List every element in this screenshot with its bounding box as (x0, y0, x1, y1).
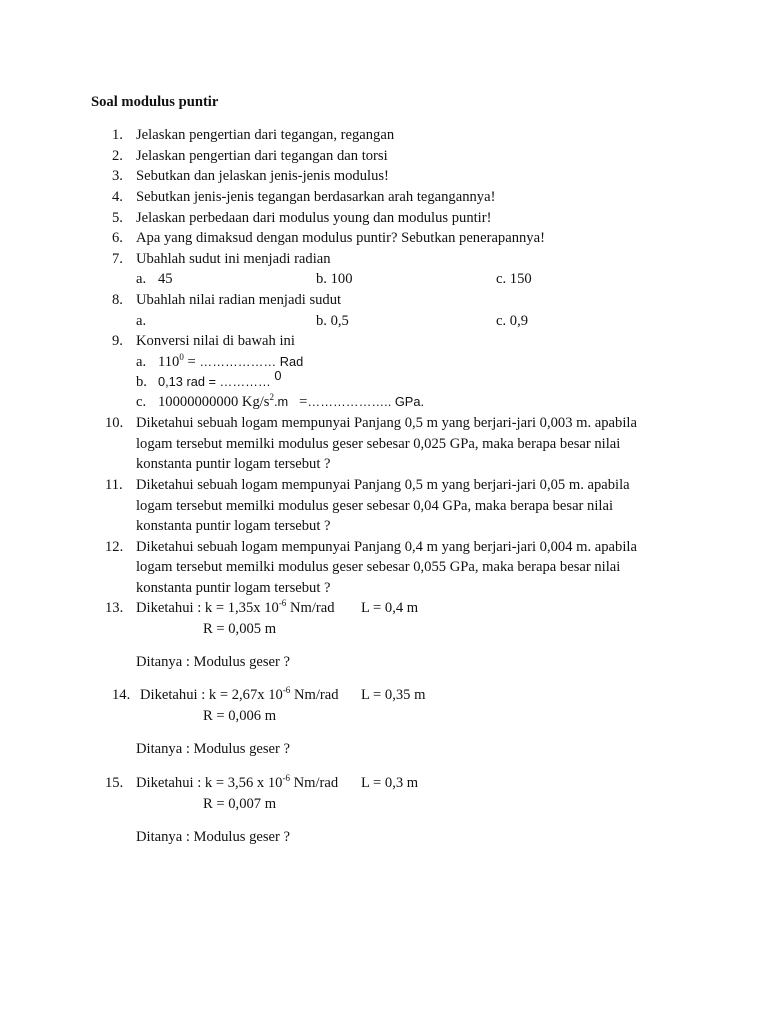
q12-line-3: konstanta puntir logam tersebut ? (136, 580, 331, 596)
q13-k-unit: Nm/rad (286, 600, 335, 616)
q12-line-2: logam tersebut memilki modulus geser sebesar 0,055 GPa, maka berapa besar nilai (136, 559, 621, 575)
q14-asked: Ditanya : Modulus geser ? (136, 741, 291, 757)
q10-number: 10. (105, 415, 124, 431)
q12-line-1: Diketahui sebuah logam mempunyai Panjang 0,4 m yang berjari-jari 0,004 m. apabila (136, 539, 637, 555)
q15-asked: Ditanya : Modulus geser ? (136, 829, 291, 845)
q15-known-R: R = 0,007 m (203, 796, 277, 812)
q10-line-1: Diketahui sebuah logam mempunyai Panjang 0,5 m yang berjari-jari 0,003 m. apabila (136, 415, 637, 431)
q2-text: Jelaskan pengertian dari tegangan dan torsi (136, 148, 388, 164)
q5-text: Jelaskan perbedaan dari modulus young dan modulus puntir! (136, 210, 492, 226)
q13-asked: Ditanya : Modulus geser ? (136, 654, 291, 670)
exponent-superscript: -6 (282, 685, 291, 695)
q13-number: 13. (105, 600, 124, 616)
q7-text: Ubahlah sudut ini menjadi radian (136, 251, 331, 267)
q7-option-b: b. 100 (316, 271, 353, 287)
q9-c-unit: .m (273, 394, 289, 409)
q9-c-value: 10000000000 Kg/s (158, 394, 270, 410)
q9-a-equals: = (183, 354, 200, 370)
degree-superscript: 0 (274, 368, 282, 383)
q10-line-3: konstanta puntir logam tersebut ? (136, 456, 331, 472)
q15-known-L: L = 0,3 m (361, 775, 419, 791)
q13-known-L: L = 0,4 m (361, 600, 419, 616)
q3-text: Sebutkan dan jelaskan jenis-jenis modulus! (136, 168, 389, 184)
q12-number: 12. (105, 539, 124, 555)
page-title: Soal modulus puntir (91, 94, 219, 110)
q11-line-2: logam tersebut memilki modulus geser sebesar 0,04 GPa, maka berapa besar nilai (136, 498, 613, 514)
q4-text: Sebutkan jenis-jenis tegangan berdasarkan arah tegangannya! (136, 189, 496, 205)
q9-b-blank: ………… (219, 374, 271, 389)
q11-number: 11. (105, 477, 123, 493)
q9-number: 9. (112, 333, 123, 349)
q1-number: 1. (112, 127, 123, 143)
q13-known-k (136, 599, 335, 617)
q13-known-R: R = 0,005 m (203, 621, 277, 637)
q5-number: 5. (112, 210, 123, 226)
q8-option-b: b. 0,5 (316, 313, 349, 329)
q7-option-a-label: a. (136, 271, 147, 287)
q14-known-R: R = 0,006 m (203, 708, 277, 724)
q9-a-blank: ……………… Rad (199, 354, 304, 369)
squared-superscript: 2 (269, 392, 274, 402)
q15-k-unit: Nm/rad (289, 775, 339, 791)
q9-option-b-label: b. (136, 374, 147, 390)
q4-number: 4. (112, 189, 123, 205)
q8-number: 8. (112, 292, 123, 308)
q14-known-k (140, 686, 339, 704)
q13-k-prefix: Diketahui : k = 1,35x 10 (136, 600, 279, 616)
exponent-superscript: -6 (278, 598, 287, 608)
q7-option-c: c. 150 (496, 271, 532, 287)
q7-option-a-value: 45 (158, 271, 173, 287)
q15-number: 15. (105, 775, 124, 791)
q9-b-value: 0,13 rad = (158, 374, 220, 389)
q10-line-2: logam tersebut memilki modulus geser sebesar 0,025 GPa, maka berapa besar nilai (136, 436, 621, 452)
q8-option-a-label: a. (136, 313, 147, 329)
q9-a-value: 110 (158, 354, 180, 370)
q9-option-a-label: a. (136, 354, 147, 370)
q9-option-b (158, 368, 282, 391)
q11-line-1: Diketahui sebuah logam mempunyai Panjang 0,5 m yang berjari-jari 0,05 m. apabila (136, 477, 630, 493)
q15-k-prefix: Diketahui : k = 3,56 x 10 (136, 775, 283, 791)
q3-number: 3. (112, 168, 123, 184)
q14-number: 14. (112, 687, 131, 703)
q14-k-prefix: Diketahui : k = 2,67x 10 (140, 687, 283, 703)
q15-known-k (136, 774, 338, 792)
q8-text: Ubahlah nilai radian menjadi sudut (136, 292, 342, 308)
q8-option-c: c. 0,9 (496, 313, 529, 329)
q14-known-L: L = 0,35 m (361, 687, 426, 703)
q7-number: 7. (112, 251, 123, 267)
exponent-superscript: -6 (282, 773, 290, 783)
q11-line-3: konstanta puntir logam tersebut ? (136, 518, 331, 534)
q9-option-c (158, 393, 424, 411)
q9-text: Konversi nilai di bawah ini (136, 333, 295, 349)
q6-text: Apa yang dimaksud dengan modulus puntir? Sebutkan penerapannya! (136, 230, 545, 246)
degree-superscript: 0 (179, 352, 184, 362)
q9-c-equals: = (299, 394, 308, 410)
q1-text: Jelaskan pengertian dari tegangan, regangan (136, 127, 395, 143)
q6-number: 6. (112, 230, 123, 246)
q14-k-unit: Nm/rad (290, 687, 339, 703)
q9-c-blank: ……………….. GPa. (307, 394, 424, 409)
q2-number: 2. (112, 148, 123, 164)
q9-option-c-label: c. (136, 394, 147, 410)
